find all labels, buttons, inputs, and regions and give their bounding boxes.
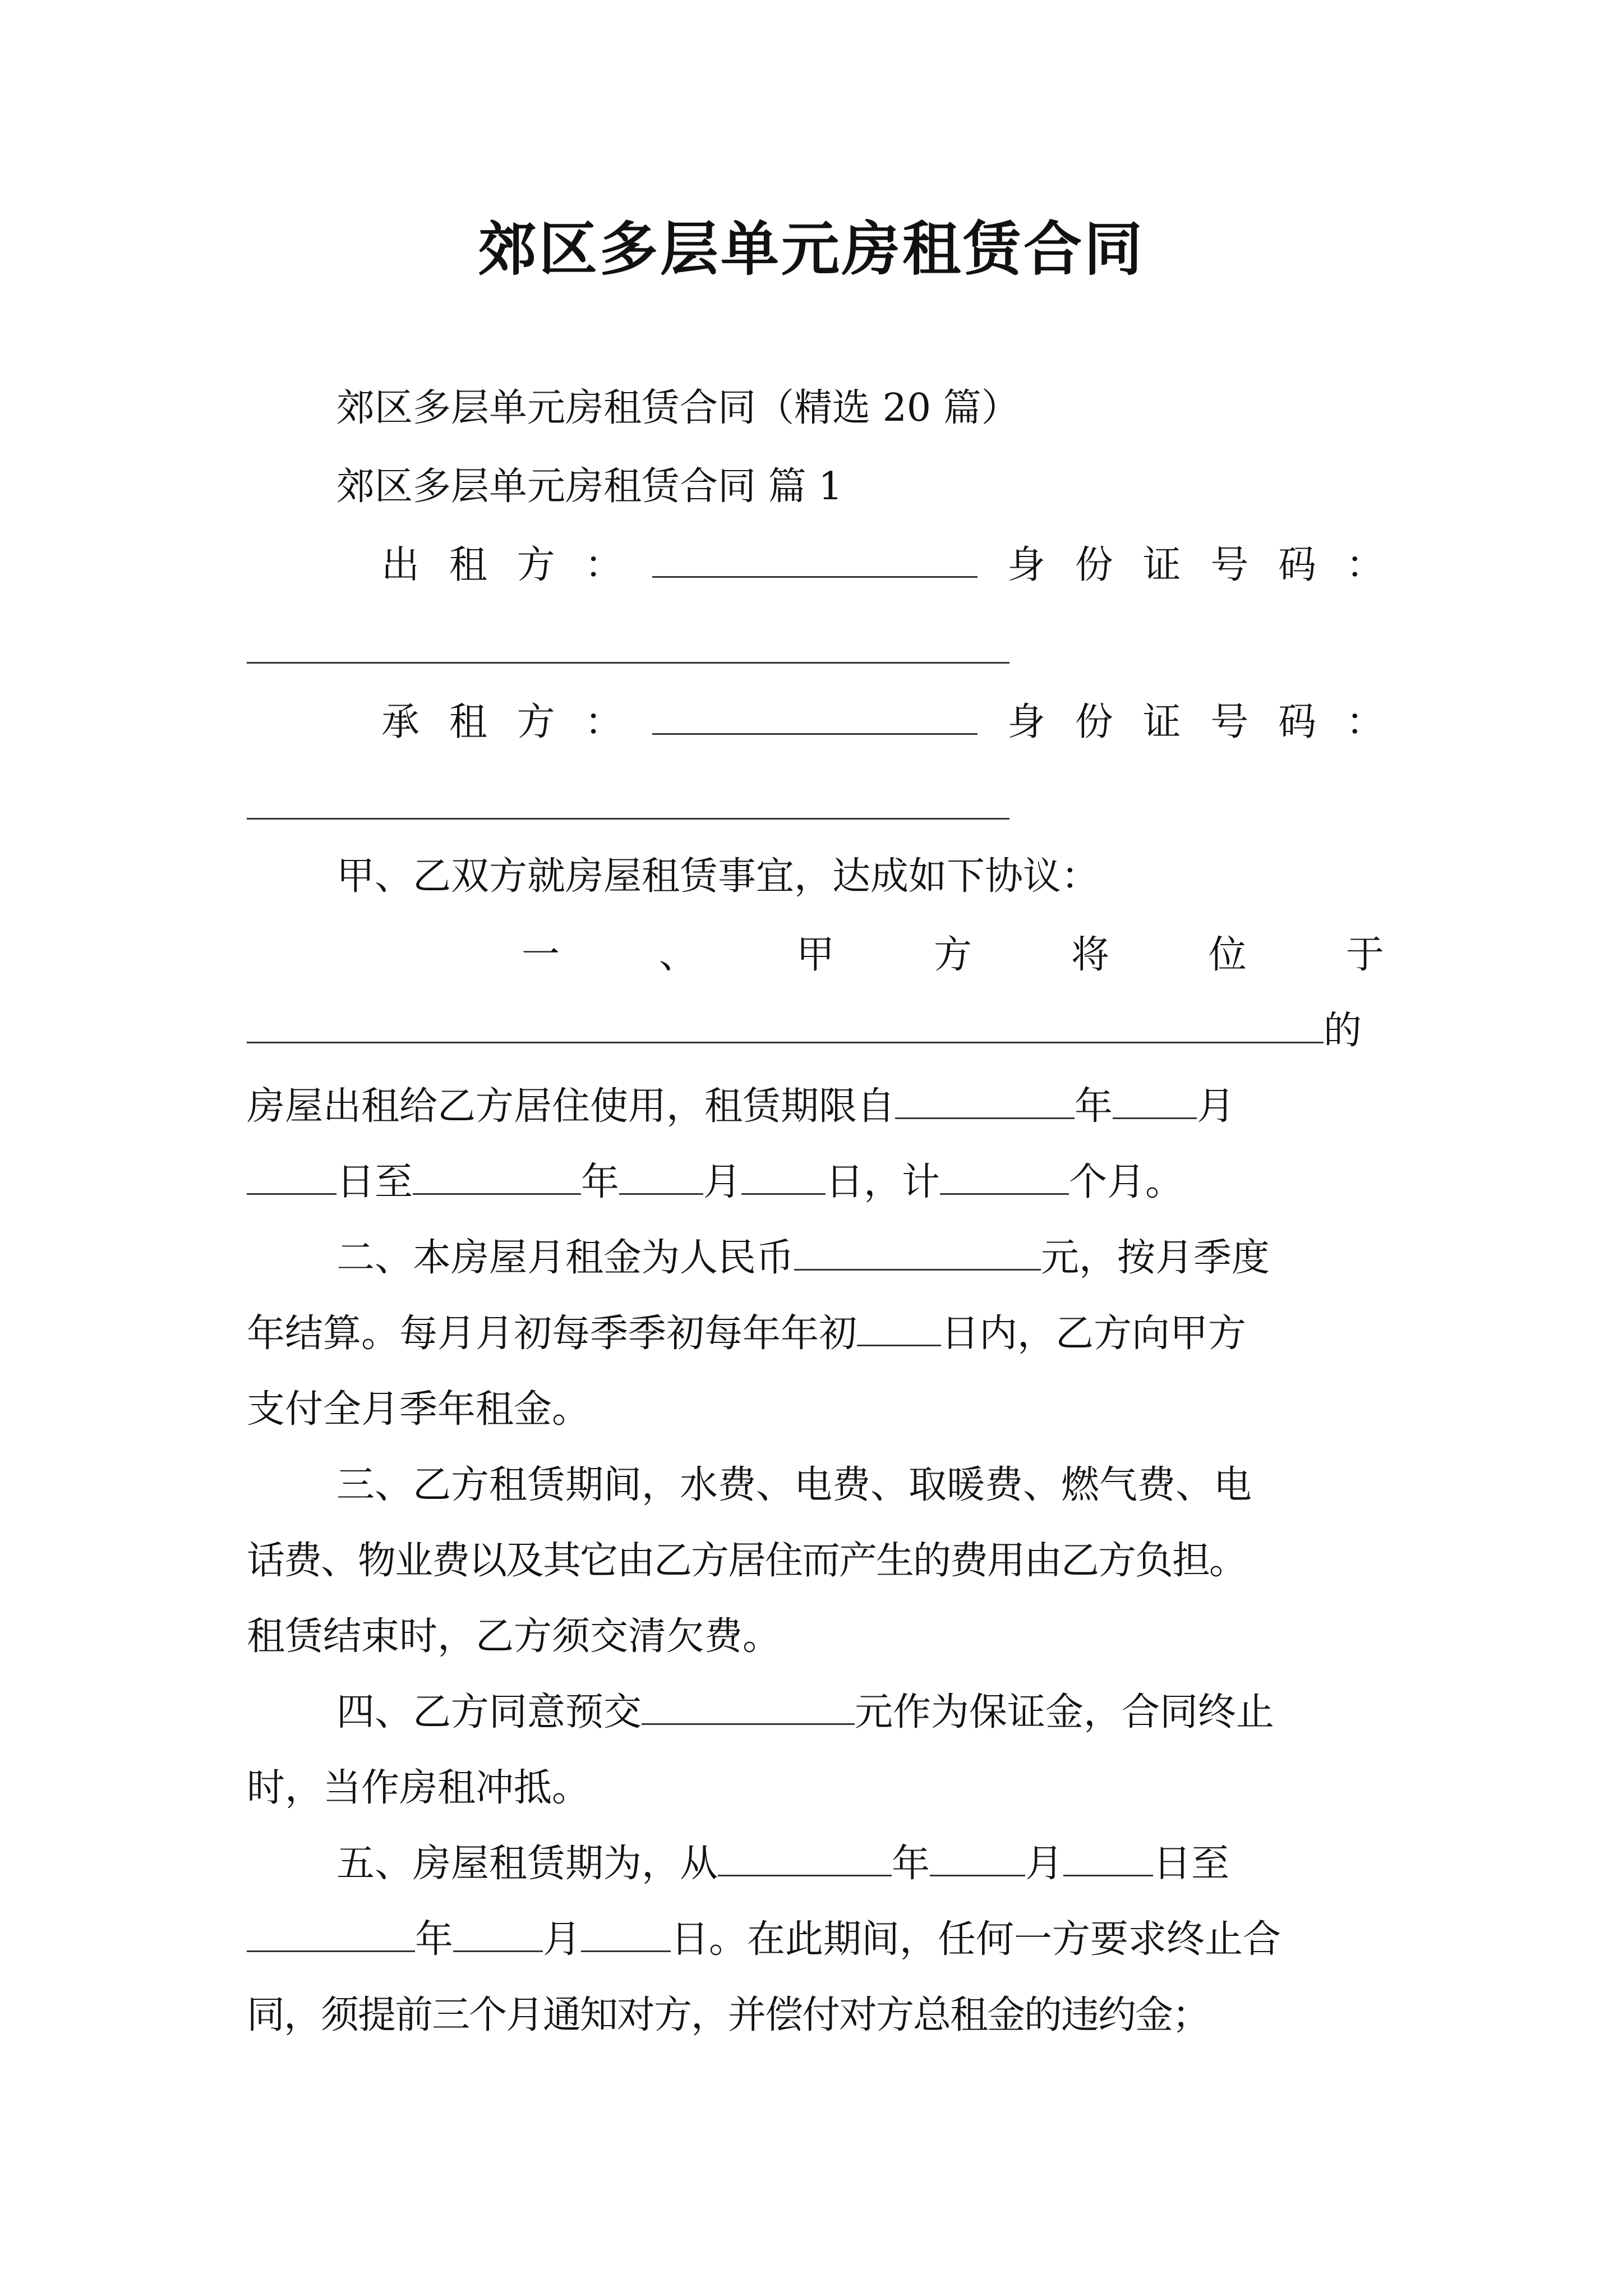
clause5-line3: 同，须提前三个月通知对方，并偿付对方总租金的违约金； [247, 1993, 1210, 2037]
end-year-blank [413, 1159, 581, 1195]
clause1-text: 年 [1075, 1084, 1113, 1129]
lessee-id-blank [247, 818, 1009, 820]
intro-paragraph: 甲、乙双方就房屋租赁事宜，达成如下协议： [336, 854, 1100, 899]
clause5-text: 日。在此期间，任何一方要求终止合 [671, 1917, 1281, 1962]
clause1-text: 日至 [336, 1160, 413, 1204]
lessee-name-blank [652, 700, 978, 735]
clause5-text: 月 [543, 1917, 582, 1962]
clause1-text: 月 [703, 1160, 742, 1204]
clause5-line1 [247, 1837, 1384, 1891]
lessee-id-char: ： [1345, 700, 1384, 744]
term-end-year-blank [247, 1917, 415, 1952]
clause5-text: 年 [415, 1917, 454, 1962]
lessor-id-char: 证 [1142, 543, 1181, 587]
property-address-blank [247, 1008, 1324, 1043]
clause1-line4 [247, 1156, 1384, 1209]
clause4-text: 元作为保证金，合同终止 [855, 1690, 1275, 1734]
lessee-id-char: 身 [1007, 700, 1045, 744]
deposit-blank [642, 1690, 855, 1725]
clause3-line1: 三、乙方租赁期间，水费、电费、取暖费、燃气费、电 [336, 1463, 1252, 1507]
clause1-text: 房屋出租给乙方居住使用，租赁期限自 [247, 1084, 896, 1129]
clause2-text: 日内，乙方向甲方 [941, 1312, 1247, 1356]
clause1-line2 [247, 1004, 1384, 1058]
lessee-label-char: 租 [449, 700, 487, 744]
lessee-label-char: ： [584, 700, 623, 744]
clause2-text: 二、本房屋月租金为人民币 [336, 1236, 795, 1280]
lessee-id-char: 码 [1278, 700, 1317, 744]
document-title: 郊区多层单元房租赁合同 [478, 214, 1145, 283]
lessor-name-blank [652, 542, 978, 578]
clause5-text: 月 [1025, 1842, 1064, 1886]
clause1-char: 一 [522, 933, 560, 977]
lessor-label-char: 租 [449, 543, 487, 587]
months-count-blank [940, 1159, 1069, 1195]
term-start-day-blank [1063, 1841, 1153, 1876]
clause5-text: 五、房屋租赁期为，从 [336, 1842, 718, 1886]
start-day-blank [247, 1159, 336, 1195]
clause5-line2 [247, 1913, 1384, 1967]
clause1-char: 将 [1071, 933, 1109, 977]
term-end-day-blank [581, 1917, 671, 1952]
lessor-id-char: ： [1345, 543, 1384, 587]
clause1-char: 于 [1345, 933, 1384, 977]
lessee-id-char: 证 [1142, 700, 1181, 744]
clause2-line3: 支付全月季年租金。 [247, 1387, 591, 1432]
end-month-blank [619, 1159, 703, 1195]
lessor-line [381, 539, 1384, 592]
term-start-year-blank [718, 1841, 892, 1876]
lessee-line [381, 696, 1384, 749]
clause4-line2: 时，当作房租冲抵。 [247, 1766, 591, 1810]
clause2-text: 年结算。每月月初每季季初每年年初 [247, 1312, 857, 1356]
clause4-line1 [247, 1686, 1384, 1740]
lessee-id-char: 号 [1210, 700, 1249, 744]
clause1-char: 方 [933, 933, 972, 977]
term-start-month-blank [930, 1841, 1025, 1876]
clause1-text: 日，计 [826, 1160, 940, 1204]
clause3-line3: 租赁结束时，乙方须交清欠费。 [247, 1614, 781, 1659]
clause5-text: 日至 [1153, 1842, 1230, 1886]
lessor-id-blank [247, 662, 1009, 664]
payment-days-blank [857, 1311, 941, 1346]
clause3-line2: 话费、物业费以及其它由乙方居住而产生的费用由乙方负担。 [247, 1539, 1247, 1583]
clause2-text: 元，按月季度 [1041, 1236, 1270, 1280]
clause2-line1 [247, 1231, 1384, 1285]
lessor-id-char: 码 [1278, 543, 1317, 587]
lessor-id-char: 份 [1075, 543, 1113, 587]
start-month-blank [1113, 1084, 1197, 1119]
term-end-month-blank [453, 1917, 543, 1952]
clause1-char: 甲 [796, 933, 834, 977]
start-year-blank [895, 1084, 1075, 1119]
clause1-text: 年 [581, 1160, 620, 1204]
clause1-text: 月 [1197, 1084, 1235, 1129]
lessor-label-char: ： [584, 543, 623, 587]
subtitle: 郊区多层单元房租赁合同（精选 20 篇） [336, 386, 1020, 430]
lessee-label-char: 方 [517, 700, 555, 744]
lessor-label-char: 出 [381, 543, 420, 587]
clause1-char: 位 [1208, 933, 1247, 977]
clause1-text: 个月。 [1069, 1160, 1184, 1204]
clause1-line3 [247, 1080, 1384, 1134]
clause1-char: 、 [658, 933, 697, 977]
lessor-id-char: 号 [1210, 543, 1249, 587]
lessor-label-char: 方 [517, 543, 555, 587]
clause4-text: 四、乙方同意预交 [336, 1690, 642, 1734]
clause1-text: 的 [1324, 1009, 1362, 1053]
clause2-line2 [247, 1307, 1384, 1361]
monthly-rent-blank [794, 1235, 1041, 1271]
lessee-id-char: 份 [1075, 700, 1113, 744]
lessor-id-char: 身 [1007, 543, 1045, 587]
clause1-line1 [522, 928, 1384, 982]
part-heading: 郊区多层单元房租赁合同 篇 1 [336, 464, 843, 509]
clause5-text: 年 [892, 1842, 930, 1886]
end-day-blank [741, 1159, 826, 1195]
lessee-label-char: 承 [381, 700, 420, 744]
